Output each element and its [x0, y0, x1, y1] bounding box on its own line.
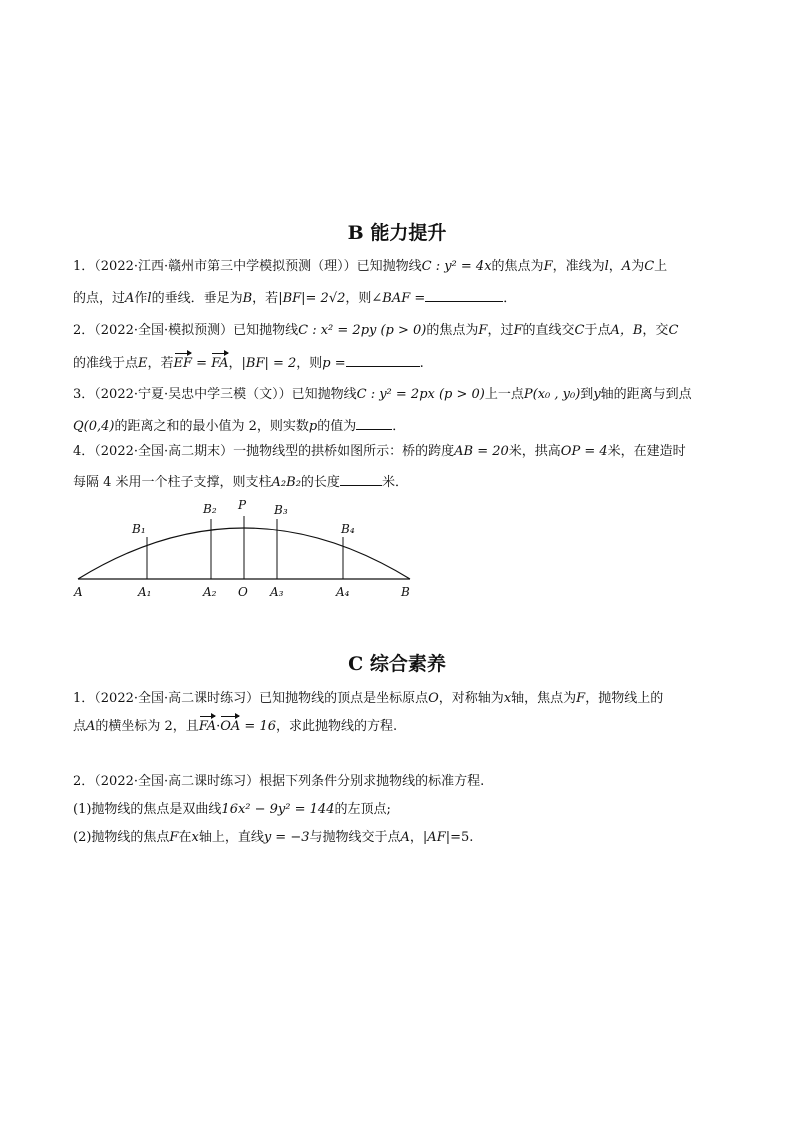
label-b3: B₃ — [274, 503, 288, 517]
label-a3: A₃ — [270, 585, 284, 599]
label-o: O — [238, 585, 248, 599]
label-b2: B₂ — [203, 502, 217, 516]
b-q1-line2: 的点，过A作l的垂线．垂足为B，若|BF|= 2√2，则∠BAF = ． — [73, 287, 723, 309]
label-b1: B₁ — [132, 522, 146, 536]
label-a4: A₄ — [336, 585, 350, 599]
b-q2-line1: 2．（2022·全国·模拟预测）已知抛物线C : x² = 2py (p > 0)的焦点为F，过F的直线交C于点A，B，交C — [73, 323, 679, 338]
vector-fa: FA — [199, 717, 216, 737]
vector-fa: FA — [211, 354, 228, 374]
c-q1-line1: 1．（2022·全国·高二课时练习）已知抛物线的顶点是坐标原点O，对称轴为x轴，焦点为F，抛物线上的 — [73, 691, 664, 706]
c-q2-line1: 2．（2022·全国·高二课时练习）根据下列条件分别求抛物线的标准方程. — [73, 774, 485, 789]
answer-blank[interactable] — [356, 415, 392, 430]
b-q1-line1: 1．（2022·江西·赣州市第三中学模拟预测（理））已知抛物线C : y² = 4x的焦点为F，准线为l，A为C上 — [73, 259, 668, 274]
label-b: B — [401, 585, 410, 599]
label-a: A — [74, 585, 83, 599]
b-q2-line2: 的准线于点E，若EF = FA，|BF| = 2，则p = . — [73, 352, 723, 374]
arch-bridge-svg — [70, 495, 420, 605]
label-a2: A₂ — [203, 585, 217, 599]
vector-oa: OA — [220, 717, 240, 737]
section-b-title: B 能力提升 — [347, 222, 447, 244]
label-b4: B₄ — [341, 522, 355, 536]
vector-ef: EF — [174, 354, 193, 374]
label-a1: A₁ — [138, 585, 152, 599]
c-q1-line2: 点A的横坐标为 2，且FA·OA = 16，求此抛物线的方程. — [73, 717, 723, 737]
c-q2-line2: (1)抛物线的焦点是双曲线16x² − 9y² = 144的左顶点; — [73, 802, 391, 817]
c-q2-line3: (2)抛物线的焦点F在x轴上，直线y = −3与抛物线交于点A，|AF|=5. — [73, 830, 474, 845]
arch-bridge-figure — [70, 495, 420, 609]
label-p: P — [238, 498, 247, 512]
b-q4-line1: 4．（2022·全国·高二期末）一抛物线型的拱桥如图所示：桥的跨度AB = 20米，拱高OP = 4米，在建造时 — [73, 444, 686, 459]
section-c-title: C 综合素养 — [348, 653, 446, 675]
b-q4-line2: 每隔 4 米用一个柱子支撑，则支柱A₂B₂的长度 米． — [73, 471, 723, 493]
b-q3-line1: 3．（2022·宁夏·吴忠中学三模（文））已知抛物线C : y² = 2px (p > 0)上一点P(x₀ , y₀)到y轴的距离与到点 — [73, 387, 692, 402]
answer-blank[interactable] — [346, 352, 420, 367]
answer-blank[interactable] — [425, 287, 503, 302]
answer-blank[interactable] — [340, 471, 382, 486]
b-q3-line2: Q(0,4)的距离之和的最小值为 2，则实数p的值为 ． — [73, 415, 723, 437]
